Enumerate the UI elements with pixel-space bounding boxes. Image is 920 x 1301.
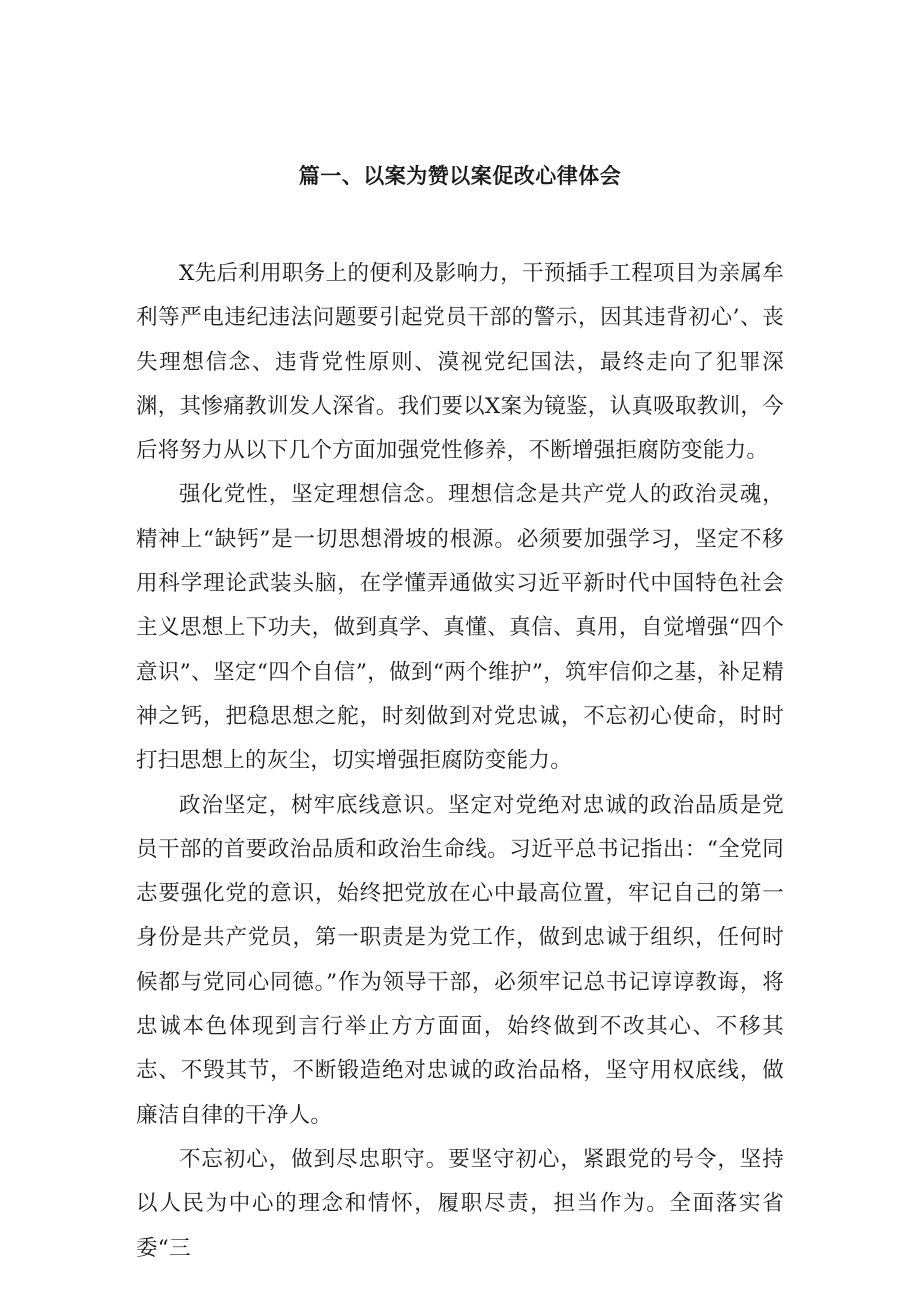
paragraph-political-firmness: 政治坚定，树牢底线意识。坚定对党绝对忠诚的政治品质是党员干部的首要政治品质和政治生命线。习近平总书记指出：“全党同志要强化党的意识，始终把党放在心中最高位置，牢记自己的第一身份是共产党员，第一职责是为党工作，做到忠诚于组织，任何时候都与党同心同德。”作为领导干部，必须牢记总书记谆谆教诲，将忠诚本色体现到言行举止方方面面，始终做到不改其心、不移其志、不毁其节，不断锻造绝对忠诚的政治品格，坚守用权底线，做廉洁自律的干净人。 [136, 792, 784, 1128]
paragraph-original-aspiration: 不忘初心，做到尽忠职守。要坚守初心，紧跟党的号令，坚持以人民为中心的理念和情怀，履职尽责，担当作为。全面落实省委“三 [136, 1146, 784, 1261]
document-title: 篇一、以案为赞以案促改心律体会 [298, 164, 622, 188]
paragraph-intro: X先后利用职务上的便利及影响力，干预插手工程项目为亲属牟利等严电违纪违法问题要引起党员干部的警示，因其违背初心’、丧失理想信念、违背党性原则、漠视党纪国法，最终走向了犯罪深渊，其惨痛教训发人深省。我们要以X案为镜鉴，认真吸取教训，今后将努力从以下几个方面加强党性修养，不断增强拒腐防变能力。 [136, 261, 784, 464]
paragraph-strengthen-party-spirit: 强化党性，坚定理想信念。理想信念是共产党人的政治灵魂，精神上“缺钙”是一切思想滑坡的根源。必须要加强学习，坚定不移用科学理论武装头脑，在学懂弄通做实习近平新时代中国特色社会主义思想上下功夫，做到真学、真懂、真信、真用，自觉增强“四个意识”、坚定“四个自信”，做到“两个维护”，筑牢信仰之基，补足精神之钙，把稳思想之舵，时刻做到对党忠诚，不忘初心使命，时时打扫思想上的灰尘，切实增强拒腐防变能力。 [136, 482, 784, 774]
document-body [136, 252, 784, 1271]
